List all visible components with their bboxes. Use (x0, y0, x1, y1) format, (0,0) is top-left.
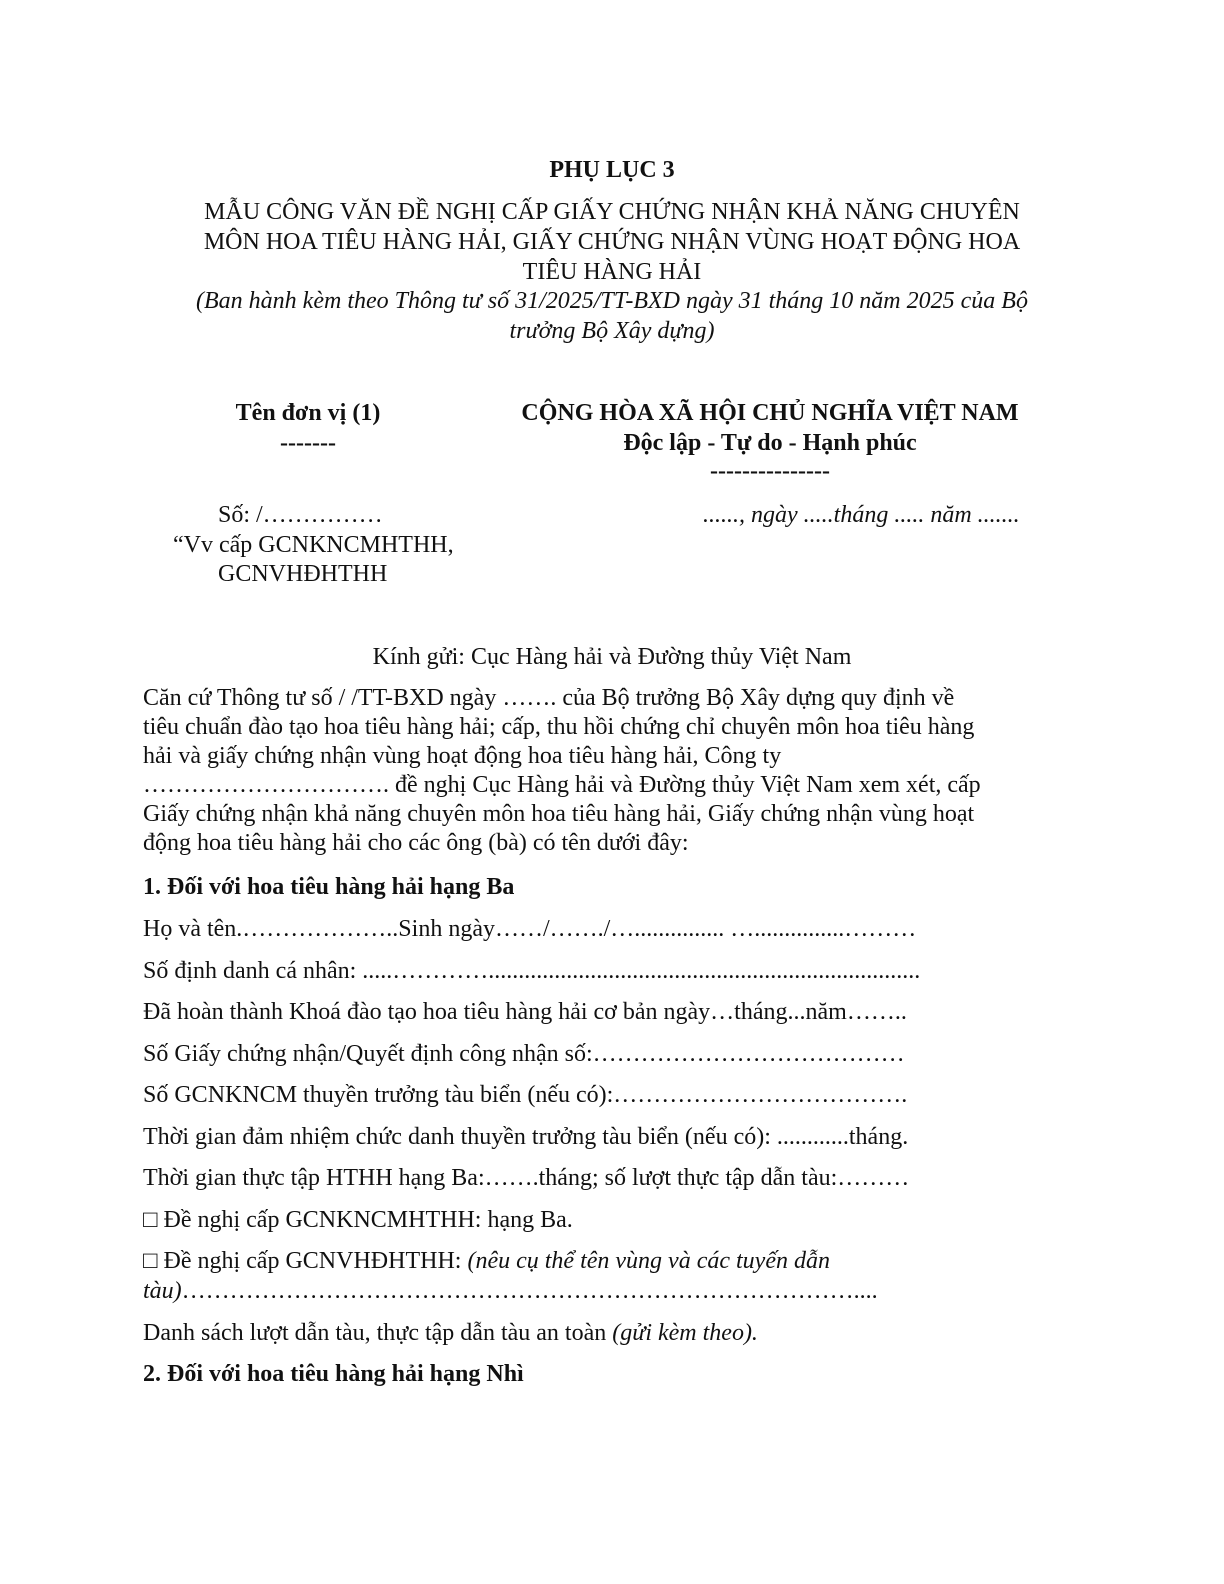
issuance-note-line: trưởng Bộ Xây dựng) (509, 318, 715, 344)
form-field-line: Họ và tên.………………..Sinh ngày……/……./…............... …...............……… (143, 916, 917, 942)
recipient-line: Kính gửi: Cục Hàng hải và Đường thủy Việt Nam (372, 644, 852, 670)
region-request-line (143, 1276, 878, 1306)
issuance-note-line: (Ban hành kèm theo Thông tư số 31/2025/TT-BXD ngày 31 tháng 10 năm 2025 của Bộ (196, 288, 1028, 314)
subject-line: GCNVHĐHTHH (218, 561, 388, 587)
form-field-line: Thời gian thực tập HTHH hạng Ba:…….tháng; số lượt thực tập dẫn tàu:……… (143, 1165, 910, 1191)
date-line: ......, ngày .....tháng ..... năm ....... (703, 502, 1020, 528)
attachment-line (143, 1318, 758, 1348)
document-number: Số: /…………… (218, 502, 383, 528)
motto-rule: --------------- (710, 458, 830, 484)
region-request-line (143, 1246, 830, 1276)
attachment-text: Danh sách lượt dẫn tàu, thực tập dẫn tàu an toàn (143, 1320, 613, 1346)
intro-line: Giấy chứng nhận khả năng chuyên môn hoa tiêu hàng hải, Giấy chứng nhận vùng hoạt (143, 801, 975, 827)
checkbox-request-line: □ Đề nghị cấp GCNKNCMHTHH: hạng Ba. (143, 1207, 573, 1233)
form-title-line: TIÊU HÀNG HẢI (522, 259, 702, 285)
region-request-dots: ………………………………………………………………………….... (181, 1278, 878, 1304)
unit-rule: ------- (280, 430, 336, 456)
region-request-note: tàu) (143, 1278, 182, 1304)
appendix-title: PHỤ LỤC 3 (549, 157, 675, 183)
intro-line: tiêu chuẩn đào tạo hoa tiêu hàng hải; cấp, thu hồi chứng chỉ chuyên môn hoa tiêu hàng (143, 714, 975, 740)
issuance-note (140, 286, 1084, 346)
intro-line: động hoa tiêu hàng hải cho các ông (bà) có tên dưới đây: (143, 830, 689, 856)
form-field-line: Đã hoàn thành Khoá đào tạo hoa tiêu hàng hải cơ bản ngày…tháng...năm…….. (143, 999, 907, 1025)
section-heading: 2. Đối với hoa tiêu hàng hải hạng Nhì (143, 1361, 524, 1387)
form-title-line: MÔN HOA TIÊU HÀNG HẢI, GIẤY CHỨNG NHẬN VÙNG HOẠT ĐỘNG HOA (203, 229, 1021, 255)
form-field-line: Thời gian đảm nhiệm chức danh thuyền trưởng tàu biển (nếu có): ............tháng. (143, 1124, 909, 1150)
attachment-note: (gửi kèm theo). (612, 1320, 758, 1346)
national-title: CỘNG HÒA XÃ HỘI CHỦ NGHĨA VIỆT NAM (521, 400, 1019, 426)
region-request-note: (nêu cụ thể tên vùng và các tuyến dẫn (467, 1248, 830, 1274)
form-field-line: Số Giấy chứng nhận/Quyết định công nhận số:………………………………… (143, 1041, 905, 1067)
form-title-line: MẪU CÔNG VĂN ĐỀ NGHỊ CẤP GIẤY CHỨNG NHẬN KHẢ NĂNG CHUYÊN (204, 199, 1020, 225)
unit-name: Tên đơn vị (1) (235, 400, 381, 426)
intro-line: …………………………. đề nghị Cục Hàng hải và Đường thủy Việt Nam xem xét, cấp (143, 772, 981, 798)
intro-line: hải và giấy chứng nhận vùng hoạt động hoa tiêu hàng hải, Công ty (143, 743, 782, 769)
form-field-line: Số GCNKNCM thuyền trưởng tàu biển (nếu có):………………………………. (143, 1082, 908, 1108)
subject-line: “Vv cấp GCNKNCMHTHH, (173, 532, 454, 558)
form-title (140, 197, 1084, 287)
form-field-line: Số định danh cá nhân: .....…………........................................................................ (143, 958, 921, 984)
section-heading: 1. Đối với hoa tiêu hàng hải hạng Ba (143, 874, 515, 900)
region-request-prefix: □ Đề nghị cấp GCNVHĐHTHH: (143, 1248, 468, 1274)
national-motto: Độc lập - Tự do - Hạnh phúc (623, 430, 917, 456)
intro-line: Căn cứ Thông tư số / /TT-BXD ngày ……. của Bộ trưởng Bộ Xây dựng quy định về (143, 685, 955, 711)
